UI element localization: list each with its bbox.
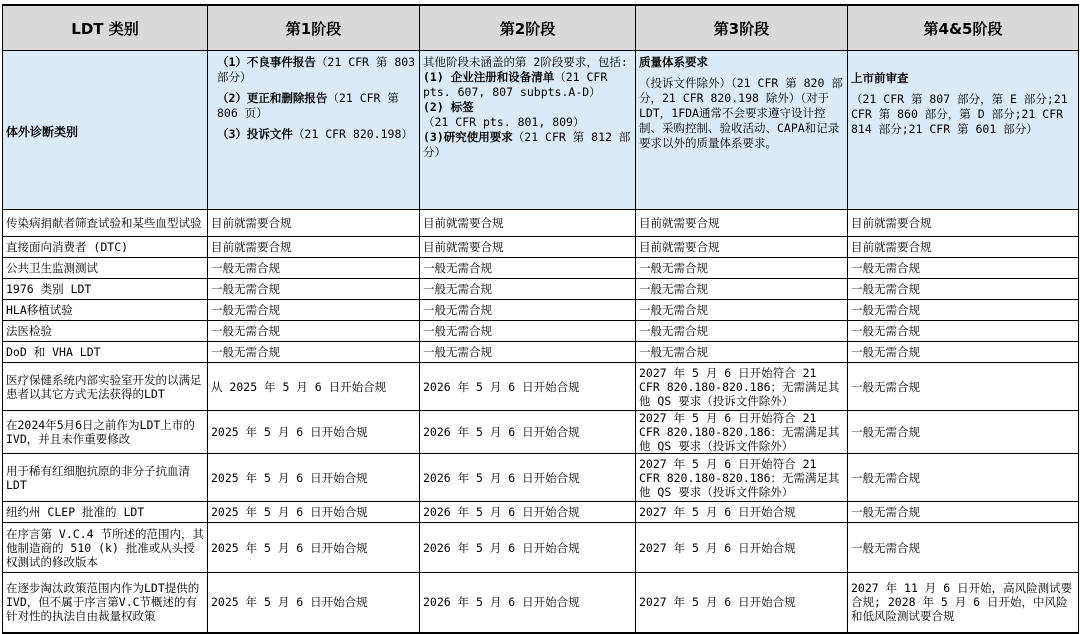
row-category-cell: 在2024年5月6日之前作为LDT上市的IVD，并且未作重要修改: [3, 411, 208, 454]
phase-1-requirements: [208, 51, 420, 210]
phase-2-cell: 2026 年 5 月 6 日开始合规: [420, 454, 636, 502]
phase-1-cell: 2025 年 5 月 6 日开始合规: [208, 411, 420, 454]
table-row: [3, 279, 1079, 300]
phase-1-cell: 2025 年 5 月 6 日开始合规: [208, 502, 420, 523]
phase-4-5-cell: 一般无需合规: [848, 363, 1079, 411]
phase-3-cell: 2027 年 5 月 6 日开始合规: [636, 573, 848, 633]
row-category-cell: 在序言第 V.C.4 节所述的范围内，其他制造商的 510 (k) 批准或从头授权测试的修改版本: [3, 523, 208, 573]
table-row: [3, 321, 1079, 342]
phase-4-5-requirements: [848, 51, 1079, 210]
phase-3-cell: 目前就需要合规: [636, 210, 848, 237]
phase-3-cell: 目前就需要合规: [636, 237, 848, 258]
phase-4-5-cell: 2027 年 11 月 6 日开始，高风险测试要合规; 2028 年 5 月 6 日开始，中风险和低风险测试要合规: [848, 573, 1079, 633]
phase-4-5-cell: 一般无需合规: [848, 454, 1079, 502]
phase-4-5-cell: 一般无需合规: [848, 321, 1079, 342]
ldt-phase-table: [2, 4, 1079, 634]
phase-1-cell: 2025 年 5 月 6 日开始合规: [208, 523, 420, 573]
header-phase-1: 第1阶段: [208, 5, 420, 51]
table-row: [3, 523, 1079, 573]
phase-4-5-cell: 一般无需合规: [848, 411, 1079, 454]
phase-1-item-1: （1）不良事件报告（21 CFR 第 803 部分）: [217, 55, 416, 84]
row-category-cell: 在逐步淘汰政策范围内作为LDT提供的IVD，但不属于序言第V.C节概述的有针对性的执法自由裁量权政策: [3, 573, 208, 633]
row-category-cell: DoD 和 VHA LDT: [3, 342, 208, 363]
phase-4-5-title: 上市前审查: [851, 71, 909, 85]
requirements-row: [3, 51, 1079, 210]
phase-2-item-2: (2) 标签（21 CFR pts. 801, 809）: [423, 100, 585, 129]
phase-1-cell: 目前就需要合规: [208, 210, 420, 237]
phase-3-cell: 一般无需合规: [636, 258, 848, 279]
phase-4-5-cell: 目前就需要合规: [848, 237, 1079, 258]
phase-3-cell: 2027 年 5 月 6 日开始符合 21 CFR 820.180-820.186：无需满足其他 QS 要求（投诉文件除外）: [636, 411, 848, 454]
phase-3-title: 质量体系要求: [639, 55, 708, 69]
phase-1-cell: 一般无需合规: [208, 279, 420, 300]
category-rows: [3, 210, 1079, 633]
table-row: [3, 300, 1079, 321]
phase-2-requirements: [420, 51, 636, 210]
phase-2-cell: 2026 年 5 月 6 日开始合规: [420, 523, 636, 573]
phase-2-cell: 目前就需要合规: [420, 210, 636, 237]
phase-2-intro: 其他阶段未涵盖的第 2阶段要求，包括:: [423, 55, 628, 69]
phase-4-5-cell: 一般无需合规: [848, 502, 1079, 523]
phase-1-cell: 2025 年 5 月 6 日开始合规: [208, 454, 420, 502]
table-row: [3, 502, 1079, 523]
table-row: [3, 411, 1079, 454]
phase-2-cell: 一般无需合规: [420, 300, 636, 321]
phase-2-cell: 目前就需要合规: [420, 237, 636, 258]
table-row: [3, 342, 1079, 363]
table-row: [3, 258, 1079, 279]
header-phase-3: 第3阶段: [636, 5, 848, 51]
phase-3-requirements: [636, 51, 848, 210]
phase-3-cell: 2027 年 5 月 6 日开始合规: [636, 523, 848, 573]
phase-4-5-cell: 一般无需合规: [848, 258, 1079, 279]
phase-1-cell: 一般无需合规: [208, 342, 420, 363]
phase-4-5-body: （21 CFR 第 807 部分，第 E 部分;21 CFR 第 860 部分，第 D 部分;21 CFR 814 部分;21 CFR 第 601 部分）: [851, 92, 1068, 136]
header-row: [3, 5, 1079, 51]
phase-3-cell: 一般无需合规: [636, 300, 848, 321]
phase-1-cell: 2025 年 5 月 6 日开始合规: [208, 573, 420, 633]
phase-4-5-cell: 一般无需合规: [848, 342, 1079, 363]
phase-2-item-1: (1) 企业注册和设备清单（21 CFR pts. 607, 807 subpts.A-D）: [423, 70, 608, 99]
header-phase-4-5: 第4&5阶段: [848, 5, 1079, 51]
row-category-cell: 法医检验: [3, 321, 208, 342]
phase-2-cell: 2026 年 5 月 6 日开始合规: [420, 502, 636, 523]
phase-2-cell: 一般无需合规: [420, 258, 636, 279]
phase-1-cell: 目前就需要合规: [208, 237, 420, 258]
phase-4-5-cell: 目前就需要合规: [848, 210, 1079, 237]
table-row: [3, 363, 1079, 411]
phase-2-cell: 一般无需合规: [420, 342, 636, 363]
header-phase-2: 第2阶段: [420, 5, 636, 51]
phase-2-cell: 2026 年 5 月 6 日开始合规: [420, 411, 636, 454]
row-category-cell: 用于稀有红细胞抗原的非分子抗血清LDT: [3, 454, 208, 502]
phase-3-body: （投诉文件除外）（21 CFR 第 820 部分，21 CFR 820.198 除外）（对于 LDT，1FDA通常不会要求遵守设计控制、采购控制、验收活动、CAPA和记录要求以外的质量体系要求。: [639, 76, 843, 150]
phase-3-cell: 2027 年 5 月 6 日开始符合 21 CFR 820.180-820.186；无需满足其他 QS 要求（投诉文件除外）: [636, 363, 848, 411]
ivd-category-label: 体外诊断类别: [3, 51, 208, 210]
phase-1-cell: 一般无需合规: [208, 300, 420, 321]
phase-3-cell: 一般无需合规: [636, 321, 848, 342]
phase-2-cell: 一般无需合规: [420, 321, 636, 342]
phase-1-cell: 从 2025 年 5 月 6 日开始合规: [208, 363, 420, 411]
row-category-cell: 直接面向消费者 (DTC): [3, 237, 208, 258]
row-category-cell: 1976 类别 LDT: [3, 279, 208, 300]
row-category-cell: 传染病捐献者筛查试验和某些血型试验: [3, 210, 208, 237]
header-ldt-category: LDT 类别: [3, 5, 208, 51]
table-row: [3, 210, 1079, 237]
phase-3-cell: 2027 年 5 月 6 日开始符合 21 CFR 820.180-820.186：无需满足其他 QS 要求（投诉文件除外）: [636, 454, 848, 502]
row-category-cell: 公共卫生监测测试: [3, 258, 208, 279]
phase-3-cell: 一般无需合规: [636, 279, 848, 300]
phase-1-cell: 一般无需合规: [208, 321, 420, 342]
row-category-cell: 纽约州 CLEP 批准的 LDT: [3, 502, 208, 523]
phase-4-5-cell: 一般无需合规: [848, 279, 1079, 300]
phase-4-5-cell: 一般无需合规: [848, 523, 1079, 573]
table-row: [3, 573, 1079, 633]
row-category-cell: 医疗保健系统内部实验室开发的以满足患者以其它方式无法获得的LDT: [3, 363, 208, 411]
phase-1-item-2: （2）更正和删除报告（21 CFR 第 806 页）: [217, 91, 399, 120]
phase-4-5-cell: 一般无需合规: [848, 300, 1079, 321]
row-category-cell: HLA移植试验: [3, 300, 208, 321]
phase-1-cell: 一般无需合规: [208, 258, 420, 279]
phase-1-item-3: （3）投诉文件（21 CFR 820.198）: [217, 127, 413, 141]
phase-2-cell: 2026 年 5 月 6 日开始合规: [420, 573, 636, 633]
phase-3-cell: 一般无需合规: [636, 342, 848, 363]
phase-2-cell: 一般无需合规: [420, 279, 636, 300]
table-row: [3, 237, 1079, 258]
phase-3-cell: 2027 年 5 月 6 日开始合规: [636, 502, 848, 523]
phase-2-item-3: (3)研究使用要求（21 CFR 第 812 部分）: [423, 130, 631, 159]
phase-2-cell: 2026 年 5 月 6 日开始合规: [420, 363, 636, 411]
table-row: [3, 454, 1079, 502]
